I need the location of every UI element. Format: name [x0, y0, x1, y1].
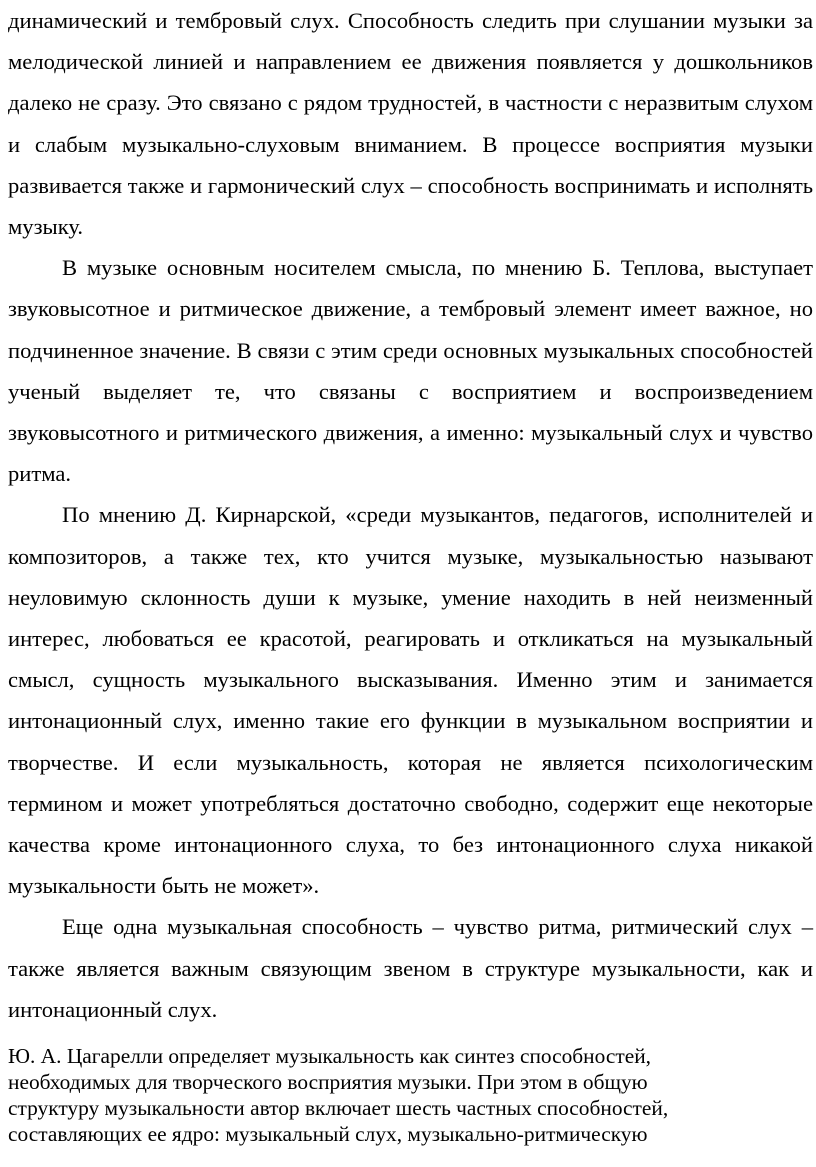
footer-paragraph-tsagarelli	[8, 1043, 768, 1147]
footer-line: необходимых для творческого восприятия музыки. При этом в общую	[8, 1070, 648, 1094]
paragraph-continuation: динамический и тембровый слух. Способность следить при слушании музыки за мелодической линией и направлением ее движения появляется у дошкольников далеко не сразу. Это связано с рядом трудностей, в частности с неразвитым слухом и слабым музыкально-слуховым вниманием. В процессе восприятия музыки развивается также и гармонический слух – способность воспринимать и исполнять музыку.	[8, 8, 813, 240]
paragraph-teplov: В музыке основным носителем смысла, по мнению Б. Теплова, выступает звуковысотное и ритмическое движение, а тембровый элемент имеет важное, но подчиненное значение. В связи с этим среди основных музыкальных способностей ученый выделяет те, что связаны с восприятием и воспроизведением звуковысотного и ритмического движения, а именно: музыкальный слух и чувство ритма.	[8, 255, 813, 487]
paragraph-rhythm: Еще одна музыкальная способность – чувство ритма, ритмический слух – также является важным связующим звеном в структуре музыкальности, как и интонационный слух.	[8, 914, 813, 1022]
footer-line: Ю. А. Цагарелли определяет музыкальность как синтез способностей,	[8, 1044, 651, 1068]
paragraph-kirnarskaya: По мнению Д. Кирнарской, «среди музыкантов, педагогов, исполнителей и композиторов, а также тех, кто учится музыке, музыкальностью называют неуловимую склонность души к музыке, умение находить в ней неизменный интерес, любоваться ее красотой, реагировать и откликаться на музыкальный смысл, сущность музыкального высказывания. Именно этим и занимается интонационный слух, именно такие его функции в музыкальном восприятии и творчестве. И если музыкальность, которая не является психологическим термином и может употребляться достаточно свободно, содержит еще некоторые качества кроме интонационного слуха, то без интонационного слуха никакой музыкальности быть не может».	[8, 502, 813, 899]
footer-line: структуру музыкальности автор включает шесть частных способностей,	[8, 1096, 669, 1120]
document-body	[8, 0, 813, 1030]
footer-line: составляющих ее ядро: музыкальный слух, музыкально-ритмическую	[8, 1122, 648, 1146]
